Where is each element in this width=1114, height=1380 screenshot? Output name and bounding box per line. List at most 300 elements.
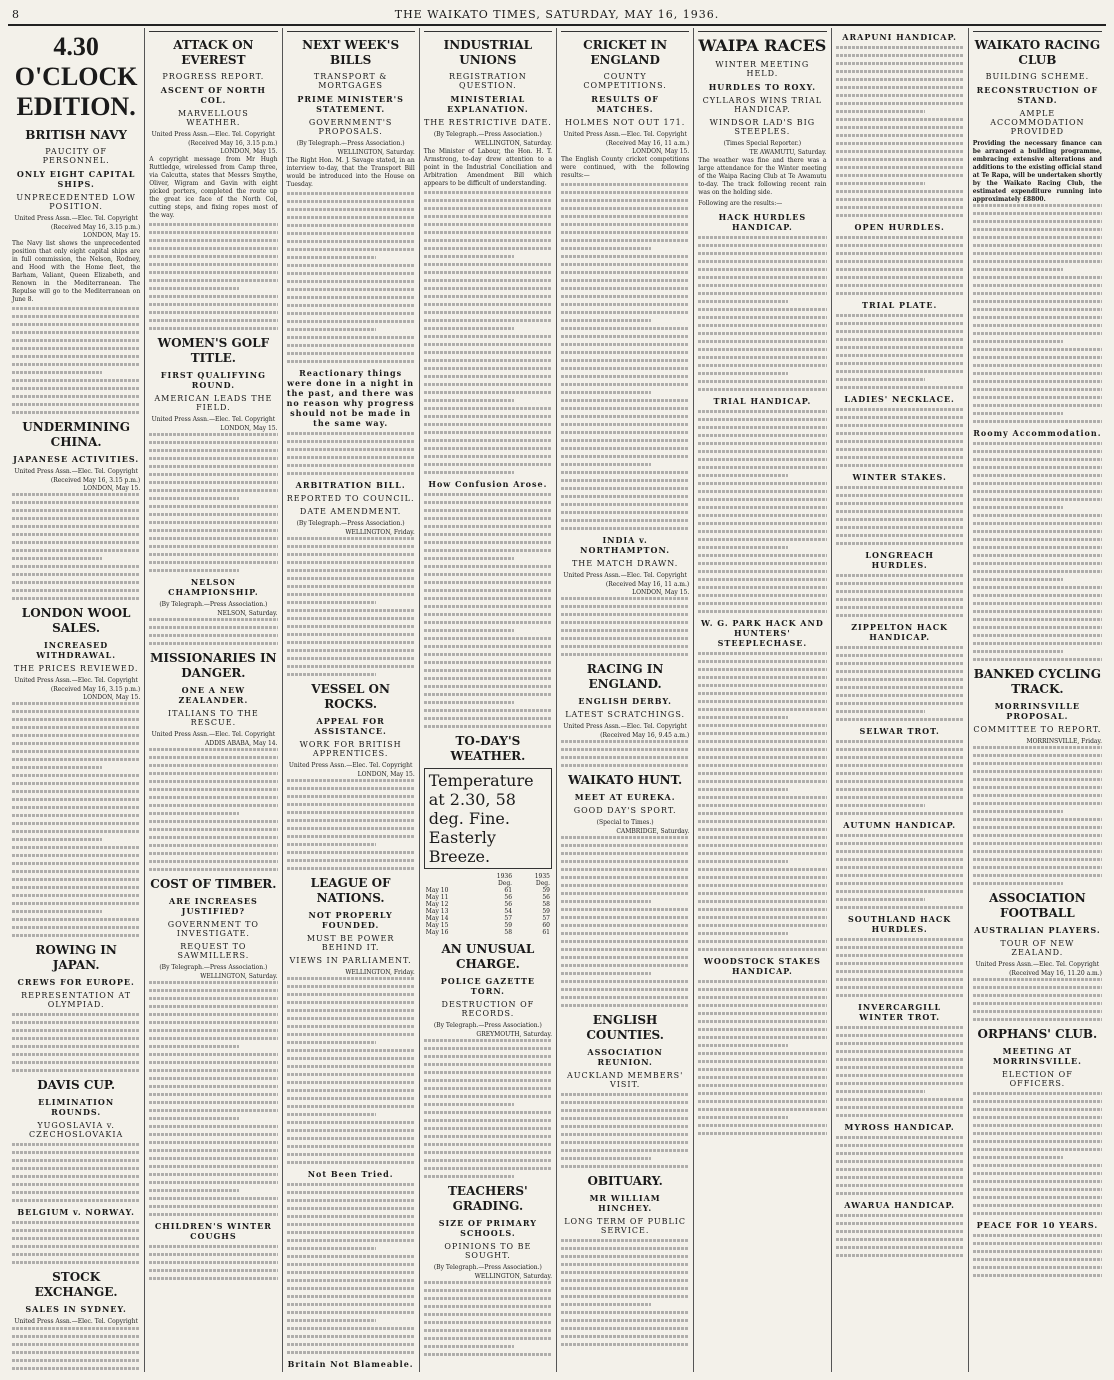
text-line bbox=[12, 1151, 140, 1154]
text-line bbox=[287, 561, 415, 564]
text-line bbox=[561, 503, 689, 506]
text-line bbox=[836, 166, 964, 169]
text-line bbox=[698, 324, 826, 327]
text-line bbox=[698, 748, 826, 751]
subheading: JAPANESE ACTIVITIES. bbox=[13, 454, 140, 464]
text-line bbox=[973, 1108, 1102, 1111]
press-credit: United Press Assn.—Elec. Tel. Copyright bbox=[14, 468, 138, 475]
text-line bbox=[424, 343, 552, 346]
text-line bbox=[698, 348, 826, 351]
text-line bbox=[973, 546, 1102, 549]
subheading: GOOD DAY'S SPORT. bbox=[573, 806, 677, 815]
headline: ENGLISH COUNTIES. bbox=[586, 1013, 664, 1042]
text-line bbox=[287, 641, 415, 644]
subheading: MEET AT EUREKA. bbox=[574, 792, 676, 802]
text-line bbox=[836, 670, 964, 673]
text-line bbox=[698, 426, 826, 429]
headline: CRICKET IN ENGLAND bbox=[583, 38, 668, 67]
text-line bbox=[12, 581, 140, 584]
text-line bbox=[149, 433, 277, 436]
text-line bbox=[973, 204, 1102, 207]
text-line bbox=[561, 511, 689, 514]
text-line bbox=[424, 1039, 552, 1042]
text-line bbox=[287, 593, 415, 596]
text-line bbox=[287, 216, 415, 219]
text-line bbox=[836, 694, 964, 697]
text-line bbox=[12, 1359, 140, 1362]
text-line bbox=[287, 256, 377, 259]
text-line bbox=[424, 693, 552, 696]
text-line bbox=[287, 649, 415, 652]
text-line bbox=[12, 742, 140, 745]
headline: WAIKATO RACING CLUB bbox=[974, 38, 1101, 67]
text-line bbox=[149, 1101, 277, 1104]
text-line bbox=[424, 335, 552, 338]
text-line bbox=[561, 980, 689, 983]
text-line bbox=[973, 308, 1102, 311]
text-line bbox=[561, 1004, 689, 1007]
table-cell: 1936 bbox=[496, 873, 513, 880]
headline: TO-DAY'S WEATHER. bbox=[450, 734, 526, 763]
text-line bbox=[149, 1029, 277, 1032]
text-line bbox=[12, 549, 140, 552]
text-line bbox=[698, 708, 826, 711]
text-line bbox=[561, 653, 689, 656]
text-line bbox=[973, 332, 1102, 335]
text-line bbox=[561, 383, 689, 386]
text-line bbox=[836, 850, 964, 853]
article-body-text bbox=[836, 834, 964, 909]
text-line bbox=[973, 1164, 1102, 1167]
text-line bbox=[12, 493, 140, 496]
text-line bbox=[12, 411, 140, 414]
text-line bbox=[836, 1050, 964, 1053]
text-line bbox=[836, 890, 964, 893]
text-line bbox=[561, 916, 689, 919]
text-line bbox=[836, 874, 964, 877]
text-line bbox=[561, 407, 689, 410]
text-line bbox=[561, 860, 689, 863]
subheading: OPEN HURDLES. bbox=[854, 222, 945, 232]
text-line bbox=[287, 1097, 415, 1100]
text-line bbox=[561, 964, 689, 967]
text-line bbox=[561, 455, 689, 458]
text-line bbox=[424, 589, 552, 592]
text-line bbox=[973, 562, 1102, 565]
subheading: SOUTHLAND HACK HURDLES. bbox=[848, 914, 952, 934]
text-line bbox=[561, 892, 689, 895]
subheading: MR WILLIAM HINCHEY. bbox=[589, 1193, 661, 1213]
subheading: REPRESENTATION AT OLYMPIAD. bbox=[21, 991, 132, 1009]
article-body-text bbox=[287, 779, 415, 870]
article-body-text bbox=[698, 410, 826, 613]
article-body-text bbox=[287, 1183, 415, 1354]
article-body-text bbox=[561, 836, 689, 1007]
table-row bbox=[424, 894, 552, 901]
text-line bbox=[12, 1245, 140, 1248]
text-line bbox=[836, 526, 964, 529]
text-line bbox=[973, 538, 1102, 541]
text-line bbox=[836, 518, 964, 521]
subheading: How Confusion Arose. bbox=[428, 479, 548, 489]
text-line bbox=[12, 1327, 140, 1330]
text-line bbox=[287, 1327, 415, 1330]
text-line bbox=[12, 1199, 140, 1202]
text-line bbox=[698, 442, 826, 445]
text-line bbox=[698, 1012, 826, 1015]
article-body-text bbox=[424, 493, 552, 728]
text-line bbox=[149, 279, 277, 282]
text-line bbox=[973, 1242, 1102, 1245]
text-line bbox=[12, 1037, 140, 1040]
text-line bbox=[698, 868, 826, 871]
text-line bbox=[561, 247, 651, 250]
text-line bbox=[287, 537, 415, 540]
text-line bbox=[973, 618, 1102, 621]
text-line bbox=[561, 287, 689, 290]
article-body-text bbox=[287, 977, 415, 1164]
press-credit: United Press Assn.—Elec. Tel. Copyright bbox=[563, 131, 687, 138]
text-line bbox=[561, 868, 689, 871]
text-line bbox=[561, 343, 689, 346]
text-line bbox=[287, 248, 415, 251]
text-line bbox=[698, 716, 788, 719]
headline: STOCK EXCHANGE. bbox=[34, 1270, 118, 1299]
text-line bbox=[12, 750, 140, 753]
text-line bbox=[561, 1335, 689, 1338]
table-cell: May 12 bbox=[425, 901, 449, 908]
text-line bbox=[12, 774, 140, 777]
text-line bbox=[424, 1071, 552, 1074]
text-line bbox=[424, 191, 552, 194]
text-line bbox=[973, 626, 1102, 629]
text-line bbox=[149, 497, 239, 500]
text-line bbox=[287, 585, 415, 588]
text-line bbox=[698, 474, 788, 477]
text-line bbox=[424, 645, 552, 648]
text-line bbox=[836, 464, 964, 467]
text-line bbox=[561, 183, 689, 186]
text-line bbox=[836, 174, 964, 177]
text-line bbox=[287, 224, 415, 227]
text-line bbox=[149, 1045, 239, 1048]
article-body-text bbox=[424, 1039, 552, 1178]
text-line bbox=[561, 924, 689, 927]
text-line bbox=[424, 1095, 552, 1098]
text-line bbox=[973, 874, 1102, 877]
table-cell: May 11 bbox=[425, 894, 449, 901]
subheading: HOLMES NOT OUT 171. bbox=[564, 118, 686, 127]
text-line bbox=[973, 1132, 1102, 1135]
text-line bbox=[973, 530, 1102, 533]
text-line bbox=[836, 46, 964, 49]
text-line bbox=[698, 252, 826, 255]
table-cell: 56 bbox=[542, 894, 550, 901]
subheading: RESULTS OF MATCHES. bbox=[591, 94, 659, 114]
article-body: The Minister of Labour, the Hon. H. T. Armstrong, to-day drew attention to a point in the Industrial Conciliation and Arbitration Amendment Bill which appears to be difficult of understanding. bbox=[423, 148, 552, 187]
text-line bbox=[149, 1157, 277, 1160]
text-line bbox=[973, 586, 1102, 589]
text-line bbox=[149, 271, 277, 274]
text-line bbox=[973, 1156, 1063, 1159]
text-line bbox=[698, 602, 826, 605]
text-line bbox=[836, 510, 964, 513]
text-line bbox=[698, 924, 826, 927]
text-line bbox=[12, 862, 140, 865]
text-line bbox=[149, 1085, 277, 1088]
text-line bbox=[424, 557, 514, 560]
subheading: OPINIONS TO BE SOUGHT. bbox=[444, 1242, 532, 1260]
dateline: (Received May 16, 11.20 a.m.) bbox=[1009, 970, 1102, 977]
text-line bbox=[12, 573, 140, 576]
text-line bbox=[698, 692, 826, 695]
text-line bbox=[12, 854, 140, 857]
text-line bbox=[698, 364, 826, 367]
article-body: The Navy list shows the unprecedented position that only eight capital ships are in full commission, the Nelson, Rodney, and Hood with the Home fleet, the Barham, Valiant, Queen Elizabeth, and Renown in the Mediterranean. The Repulse will go to the Mediterranean on June 8. bbox=[12, 240, 141, 303]
article-body-text bbox=[698, 980, 826, 1135]
subheading: ZIPPELTON HACK HANDICAP. bbox=[851, 622, 949, 642]
subheading: VIEWS IN PARLIAMENT. bbox=[289, 956, 412, 965]
press-credit: United Press Assn.—Elec. Tel. Copyright bbox=[288, 762, 413, 769]
text-line bbox=[698, 268, 826, 271]
text-line bbox=[12, 525, 140, 528]
press-credit: United Press Assn.—Elec. Tel. Copyright bbox=[14, 1318, 138, 1325]
text-line bbox=[424, 709, 552, 712]
column-rule bbox=[698, 31, 826, 32]
text-line bbox=[287, 1089, 415, 1092]
subheading: THE MATCH DRAWN. bbox=[571, 559, 679, 568]
text-line bbox=[698, 594, 826, 597]
text-line bbox=[973, 228, 1102, 231]
text-line bbox=[287, 1223, 415, 1226]
text-line bbox=[424, 239, 552, 242]
text-line bbox=[973, 364, 1102, 367]
text-line bbox=[836, 110, 926, 113]
article-body-text bbox=[149, 223, 277, 330]
text-line bbox=[698, 700, 826, 703]
article-body-text bbox=[561, 740, 689, 767]
text-line bbox=[424, 653, 552, 656]
text-line bbox=[561, 255, 689, 258]
text-line bbox=[973, 212, 1102, 215]
text-line bbox=[973, 594, 1102, 597]
text-line bbox=[561, 996, 689, 999]
text-line bbox=[149, 1189, 239, 1192]
text-line bbox=[149, 1037, 277, 1040]
text-line bbox=[836, 118, 964, 121]
text-line bbox=[287, 617, 415, 620]
article-body-text bbox=[424, 1281, 552, 1356]
text-line bbox=[836, 1238, 964, 1241]
text-line bbox=[836, 834, 964, 837]
text-line bbox=[561, 223, 689, 226]
text-line bbox=[836, 502, 964, 505]
text-line bbox=[836, 970, 964, 973]
text-line bbox=[149, 997, 277, 1000]
text-line bbox=[698, 948, 826, 951]
text-line bbox=[836, 182, 926, 185]
text-line bbox=[561, 876, 689, 879]
text-line bbox=[561, 1303, 651, 1306]
text-line bbox=[12, 509, 140, 512]
subheading: ITALIANS TO THE RESCUE. bbox=[168, 709, 259, 727]
dateline: WELLINGTON, Friday. bbox=[345, 529, 415, 536]
text-line bbox=[836, 614, 964, 617]
text-line bbox=[698, 1100, 826, 1103]
text-line bbox=[973, 284, 1102, 287]
dateline: WELLINGTON, Saturday. bbox=[200, 973, 278, 980]
text-line bbox=[698, 506, 826, 509]
text-line bbox=[836, 1176, 964, 1179]
text-line bbox=[12, 726, 140, 729]
text-line bbox=[424, 207, 552, 210]
article-body: A copyright message from Mr Hugh Ruttledge, wirelessed from Camp three, via Calcutta, states that Messrs Smythe, Oliver, Wigram and Gavin with eight picked porters, completed the route up the great ice face of the North Col, cutting steps, and fixing ropes most of the way. bbox=[149, 156, 278, 219]
text-line bbox=[973, 458, 1102, 461]
text-line bbox=[836, 276, 964, 279]
subheading: ELIMINATION ROUNDS. bbox=[38, 1097, 115, 1117]
dateline: MORRINSVILLE, Friday. bbox=[1026, 738, 1102, 745]
text-line bbox=[561, 836, 689, 839]
text-line bbox=[149, 820, 277, 823]
text-line bbox=[12, 315, 140, 318]
text-line bbox=[561, 1117, 689, 1120]
text-line bbox=[424, 1167, 552, 1170]
text-line bbox=[424, 701, 514, 704]
table-cell: 1935 bbox=[534, 873, 550, 880]
text-line bbox=[698, 388, 826, 391]
subheading: ENGLISH DERBY. bbox=[578, 696, 672, 706]
text-line bbox=[424, 295, 552, 298]
text-line bbox=[561, 956, 689, 959]
text-line bbox=[836, 772, 964, 775]
article-body-text bbox=[836, 938, 964, 997]
press-credit: (By Telegraph.—Press Association.) bbox=[433, 1264, 542, 1271]
text-line bbox=[836, 1184, 964, 1187]
text-line bbox=[698, 586, 826, 589]
text-line bbox=[149, 844, 277, 847]
text-line bbox=[287, 240, 415, 243]
text-line bbox=[698, 908, 826, 911]
text-line bbox=[973, 1148, 1102, 1151]
text-line bbox=[149, 642, 277, 645]
text-line bbox=[12, 307, 140, 310]
text-line bbox=[287, 352, 415, 355]
headline: RACING IN ENGLAND. bbox=[586, 662, 664, 691]
subheading: APPEAL FOR ASSISTANCE. bbox=[314, 716, 387, 736]
text-line bbox=[836, 598, 964, 601]
text-line bbox=[836, 962, 964, 965]
text-line bbox=[973, 466, 1102, 469]
subheading: LONGREACH HURDLES. bbox=[865, 550, 934, 570]
subheading: WORK FOR BRITISH APPRENTICES. bbox=[299, 740, 402, 758]
text-line bbox=[973, 522, 1102, 525]
text-line bbox=[836, 812, 964, 815]
text-line bbox=[836, 804, 926, 807]
text-line bbox=[561, 748, 689, 751]
text-line bbox=[698, 820, 826, 823]
text-line bbox=[149, 1109, 277, 1112]
text-line bbox=[287, 1081, 415, 1084]
text-line bbox=[12, 1229, 140, 1232]
subheading: ARAPUNI HANDICAP. bbox=[842, 32, 957, 42]
text-line bbox=[973, 252, 1102, 255]
table-cell: 57 bbox=[504, 915, 513, 922]
subheading: CHILDREN'S WINTER COUGHS bbox=[154, 1221, 272, 1241]
text-line bbox=[561, 1133, 689, 1136]
text-line bbox=[561, 1101, 689, 1104]
text-line bbox=[561, 479, 689, 482]
text-line bbox=[12, 1367, 140, 1370]
text-line bbox=[836, 134, 964, 137]
text-line bbox=[973, 1116, 1102, 1119]
text-line bbox=[973, 506, 1063, 509]
subheading: FIRST QUALIFYING ROUND. bbox=[160, 370, 266, 390]
dateline: LONDON, May 15. bbox=[632, 148, 690, 155]
text-line bbox=[698, 284, 826, 287]
text-line bbox=[149, 1197, 277, 1200]
headline: ROWING IN JAPAN. bbox=[35, 943, 117, 972]
text-line bbox=[12, 710, 140, 713]
text-line bbox=[424, 621, 552, 624]
dateline: (Received May 16, 9.45 a.m.) bbox=[600, 732, 690, 739]
text-line bbox=[287, 673, 377, 676]
text-line bbox=[836, 740, 964, 743]
text-line bbox=[424, 1087, 552, 1090]
table-cell: 59 bbox=[504, 922, 513, 929]
dateline: LONDON, May 15. bbox=[83, 232, 141, 239]
text-line bbox=[973, 658, 1102, 661]
text-line bbox=[12, 886, 140, 889]
text-line bbox=[424, 637, 552, 640]
subheading: GOVERNMENT TO INVESTIGATE. bbox=[167, 920, 259, 938]
press-credit: (Special to Times.) bbox=[596, 819, 654, 826]
text-line bbox=[12, 1237, 140, 1240]
text-line bbox=[149, 481, 277, 484]
text-line bbox=[561, 319, 651, 322]
text-line bbox=[149, 756, 277, 759]
text-line bbox=[698, 514, 826, 517]
text-line bbox=[561, 1319, 689, 1322]
text-line bbox=[149, 449, 277, 452]
text-line bbox=[698, 1060, 826, 1063]
text-line bbox=[424, 391, 552, 394]
text-line bbox=[149, 1213, 277, 1216]
headline: DAVIS CUP. bbox=[37, 1078, 116, 1092]
table-cell: May 16 bbox=[425, 929, 449, 936]
text-line bbox=[561, 1247, 689, 1250]
text-line bbox=[973, 826, 1102, 829]
press-credit: United Press Assn.—Elec. Tel. Copyright bbox=[563, 572, 687, 579]
text-line bbox=[424, 565, 552, 568]
text-line bbox=[698, 1004, 826, 1007]
subheading: DESTRUCTION OF RECORDS. bbox=[441, 1000, 535, 1018]
text-line bbox=[12, 339, 140, 342]
text-line bbox=[149, 327, 277, 330]
text-line bbox=[287, 633, 415, 636]
dateline: (Received May 16, 3.15 p.m.) bbox=[50, 477, 141, 484]
masthead bbox=[8, 6, 1106, 26]
text-line bbox=[424, 613, 552, 616]
text-line bbox=[424, 375, 552, 378]
text-line bbox=[698, 668, 826, 671]
subheading: MEETING AT MORRINSVILLE. bbox=[992, 1046, 1082, 1066]
text-line bbox=[836, 244, 964, 247]
subheading: CYLLAROS WINS TRIAL HANDICAP. bbox=[702, 96, 823, 114]
dateline: WELLINGTON, Saturday. bbox=[474, 140, 552, 147]
subheading: AMPLE ACCOMMODATION PROVIDED bbox=[990, 109, 1085, 136]
text-line bbox=[973, 1212, 1102, 1215]
text-line bbox=[287, 1343, 415, 1346]
